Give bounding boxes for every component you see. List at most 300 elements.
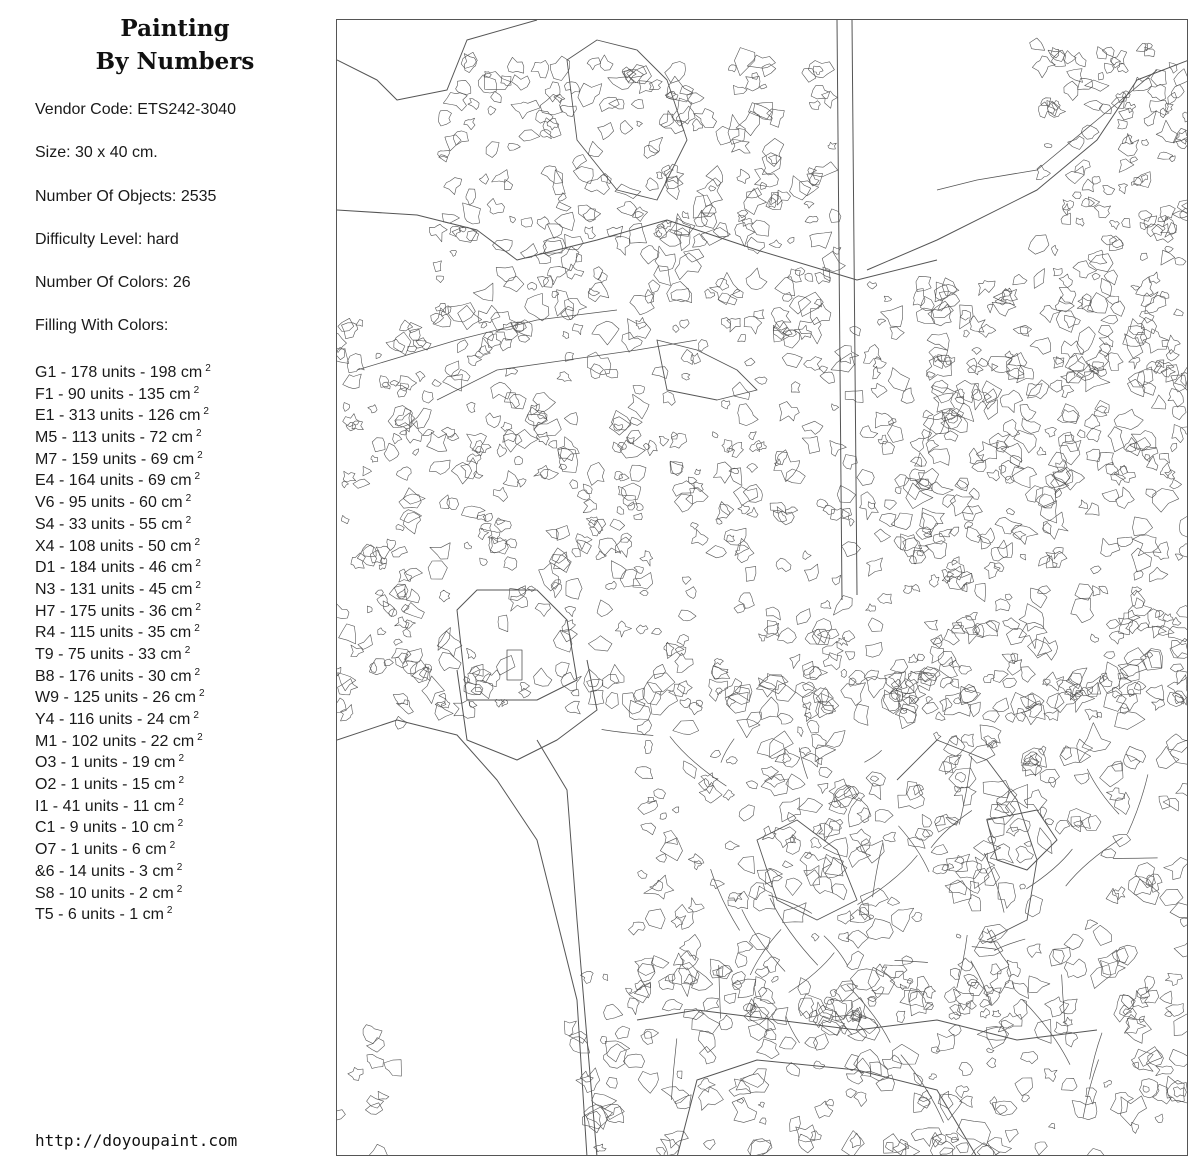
outline-stroke	[820, 372, 835, 383]
outline-stroke	[1117, 537, 1132, 547]
outline-stroke	[453, 700, 475, 719]
outline-stroke	[818, 783, 828, 793]
outline-stroke	[831, 508, 850, 520]
color-item	[35, 835, 325, 857]
outline-stroke	[1065, 435, 1074, 442]
outline-stroke	[1077, 327, 1096, 354]
outline-stroke	[1146, 685, 1164, 700]
outline-stroke	[698, 1079, 716, 1093]
outline-stroke	[721, 739, 734, 763]
outline-stroke	[769, 240, 782, 248]
outline-stroke	[400, 430, 407, 435]
outline-stroke	[485, 72, 511, 90]
outline-stroke	[732, 1097, 757, 1122]
outline-stroke	[1081, 816, 1101, 831]
outline-stroke	[566, 578, 582, 599]
outline-stroke	[587, 462, 604, 485]
outline-stroke	[1140, 1079, 1160, 1098]
outline-stroke	[1006, 508, 1014, 515]
outline-stroke	[845, 1054, 859, 1070]
outline-stroke	[864, 750, 881, 762]
outline-stroke	[603, 675, 619, 689]
outline-stroke	[769, 198, 776, 208]
outline-stroke	[1094, 205, 1111, 218]
outline-stroke	[800, 181, 819, 196]
outline-stroke	[819, 767, 832, 777]
outline-stroke	[922, 508, 945, 535]
outline-stroke	[974, 941, 1003, 957]
outline-stroke	[1045, 427, 1057, 437]
outline-stroke	[675, 253, 702, 280]
outline-stroke	[1145, 295, 1166, 313]
outline-stroke	[990, 805, 1014, 825]
outline-stroke	[607, 226, 623, 237]
color-item-label: O3 - 1 units - 19 cm	[35, 754, 176, 772]
outline-stroke	[1100, 961, 1119, 976]
outline-stroke	[1061, 341, 1083, 358]
outline-stroke	[564, 82, 579, 94]
outline-stroke	[555, 290, 574, 317]
outline-stroke	[790, 1116, 801, 1131]
outline-stroke	[940, 529, 952, 537]
outline-stroke	[343, 414, 360, 427]
outline-stroke	[630, 417, 642, 425]
outline-stroke	[357, 310, 617, 370]
outline-stroke	[1142, 139, 1149, 145]
outline-stroke	[1101, 849, 1116, 858]
outline-stroke	[482, 670, 500, 687]
outline-stroke	[578, 205, 601, 220]
outline-stroke	[644, 741, 652, 754]
outline-stroke	[1168, 626, 1188, 641]
outline-stroke	[338, 318, 354, 331]
area-exponent: 2	[194, 623, 200, 635]
outline-stroke	[396, 524, 404, 530]
outline-stroke	[735, 953, 747, 968]
outline-stroke	[1144, 111, 1156, 127]
outline-stroke	[1049, 1123, 1055, 1128]
outline-stroke	[1131, 590, 1145, 608]
outline-stroke	[944, 409, 962, 429]
outline-stroke	[1152, 626, 1166, 638]
outline-stroke	[495, 520, 512, 532]
outline-stroke	[836, 637, 847, 645]
outline-stroke	[846, 1089, 857, 1098]
outline-stroke	[1150, 100, 1169, 115]
outline-stroke	[617, 202, 637, 216]
outline-stroke	[1115, 712, 1145, 730]
color-item-label: H7 - 175 units - 36 cm	[35, 602, 193, 620]
outline-stroke	[874, 529, 890, 542]
outline-stroke	[915, 452, 927, 466]
outline-stroke	[641, 823, 656, 835]
outline-stroke	[828, 142, 837, 149]
outline-stroke	[623, 495, 637, 506]
outline-stroke	[572, 549, 580, 557]
outline-stroke	[749, 432, 757, 440]
outline-stroke	[1109, 631, 1124, 644]
outline-stroke	[1170, 903, 1188, 918]
outline-stroke	[912, 912, 922, 921]
color-item	[35, 857, 325, 879]
outline-stroke	[837, 485, 856, 502]
outline-stroke	[958, 958, 973, 971]
outline-stroke	[371, 455, 378, 462]
outline-stroke	[396, 700, 413, 714]
outline-stroke	[798, 1134, 813, 1153]
outline-stroke	[773, 321, 787, 335]
outline-stroke	[413, 338, 426, 349]
outline-stroke	[798, 998, 813, 1017]
outline-stroke	[718, 293, 737, 305]
outline-stroke	[1120, 1096, 1146, 1126]
outline-stroke	[445, 361, 459, 376]
outline-stroke	[1027, 380, 1049, 399]
outline-stroke	[1000, 390, 1023, 413]
outline-stroke	[1092, 586, 1100, 596]
outline-stroke	[722, 440, 732, 453]
outline-stroke	[1081, 125, 1099, 139]
outline-stroke	[591, 364, 604, 379]
outline-stroke	[363, 1025, 382, 1044]
outline-stroke	[975, 583, 986, 601]
outline-stroke	[990, 964, 1001, 975]
outline-stroke	[618, 486, 626, 495]
outline-stroke	[759, 697, 778, 720]
outline-stroke	[432, 379, 441, 386]
area-exponent: 2	[185, 493, 192, 505]
outline-stroke	[765, 869, 782, 884]
outline-stroke	[680, 320, 689, 329]
outline-stroke	[984, 400, 998, 420]
outline-stroke	[548, 441, 556, 448]
outline-stroke	[1156, 610, 1165, 617]
outline-stroke	[719, 965, 721, 1019]
outline-stroke	[991, 540, 1007, 561]
outline-stroke	[1088, 250, 1107, 264]
outline-stroke	[1129, 598, 1152, 619]
outline-stroke	[1105, 63, 1114, 73]
outline-stroke	[656, 854, 666, 863]
outline-stroke	[987, 1058, 996, 1068]
outline-stroke	[457, 340, 468, 353]
outline-stroke	[1160, 463, 1171, 478]
outline-stroke	[496, 656, 515, 676]
outline-stroke	[476, 680, 494, 698]
outline-stroke	[1073, 192, 1082, 199]
outline-stroke	[749, 103, 772, 119]
outline-stroke	[1055, 820, 1070, 834]
outline-stroke	[680, 698, 690, 708]
outline-stroke	[615, 472, 623, 481]
outline-stroke	[777, 507, 794, 525]
outline-stroke	[738, 857, 755, 874]
area-exponent: 2	[203, 406, 209, 418]
outline-stroke	[854, 704, 869, 725]
outline-stroke	[786, 837, 801, 854]
outline-stroke	[878, 593, 892, 603]
outline-stroke	[504, 180, 512, 190]
outline-stroke	[555, 212, 575, 230]
outline-stroke	[587, 679, 600, 687]
outline-stroke	[716, 278, 729, 290]
outline-stroke	[747, 464, 758, 473]
outline-stroke	[531, 60, 548, 78]
outline-stroke	[453, 131, 468, 145]
outline-stroke	[1173, 617, 1182, 625]
outline-stroke	[660, 838, 682, 861]
outline-stroke	[1047, 693, 1064, 709]
outline-stroke	[887, 425, 903, 442]
outline-stroke	[339, 624, 356, 644]
outline-stroke	[931, 380, 948, 393]
outline-stroke	[337, 667, 341, 676]
outline-stroke	[810, 667, 828, 680]
outline-stroke	[412, 667, 428, 683]
outline-stroke	[830, 441, 847, 457]
outline-stroke	[590, 521, 603, 536]
outline-stroke	[606, 1107, 624, 1123]
outline-stroke	[875, 412, 893, 428]
outline-stroke	[540, 130, 552, 139]
outline-stroke	[662, 999, 682, 1011]
outline-stroke	[397, 376, 417, 390]
outline-stroke	[866, 558, 882, 576]
outline-stroke	[1176, 783, 1188, 795]
outline-stroke	[992, 364, 998, 371]
outline-stroke	[723, 790, 735, 801]
outline-stroke	[634, 513, 643, 520]
outline-stroke	[670, 214, 691, 237]
outline-stroke	[365, 1103, 382, 1115]
outline-stroke	[1056, 461, 1067, 473]
outline-stroke	[821, 600, 831, 608]
outline-stroke	[677, 634, 688, 645]
outline-stroke	[1126, 443, 1141, 456]
outline-stroke	[885, 1142, 893, 1151]
outline-stroke	[754, 977, 767, 997]
outline-stroke	[619, 474, 629, 481]
outline-stroke	[470, 702, 477, 708]
outline-stroke	[1125, 102, 1136, 113]
outline-stroke	[645, 909, 665, 929]
outline-stroke	[1114, 792, 1129, 814]
outline-stroke	[891, 908, 913, 932]
outline-stroke	[630, 465, 646, 481]
outline-stroke	[1118, 119, 1128, 129]
outline-stroke	[363, 466, 372, 476]
outline-stroke	[1111, 472, 1126, 486]
outline-stroke	[1101, 278, 1112, 296]
outline-stroke	[577, 490, 590, 500]
outline-stroke	[1160, 291, 1169, 298]
outline-stroke	[694, 861, 701, 870]
outline-stroke	[986, 621, 999, 632]
outline-stroke	[732, 382, 749, 400]
outline-stroke	[346, 422, 356, 431]
outline-stroke	[528, 282, 537, 290]
outline-stroke	[1045, 997, 1069, 1017]
outline-stroke	[479, 174, 488, 185]
outline-stroke	[947, 573, 973, 589]
outline-stroke	[949, 880, 967, 895]
outline-stroke	[1162, 335, 1180, 354]
outline-stroke	[1041, 98, 1051, 106]
outline-stroke	[738, 505, 750, 514]
color-item-label: R4 - 115 units - 35 cm	[35, 624, 192, 642]
outline-stroke	[589, 690, 604, 705]
outline-stroke	[399, 494, 421, 508]
outline-stroke	[1131, 1049, 1153, 1071]
outline-stroke	[807, 720, 819, 733]
outline-stroke	[1181, 373, 1188, 387]
outline-stroke	[655, 246, 676, 271]
outline-stroke	[1093, 925, 1112, 945]
outline-stroke	[481, 523, 491, 531]
outline-stroke	[441, 699, 450, 709]
outline-stroke	[709, 186, 716, 191]
outline-stroke	[1082, 179, 1093, 192]
outline-stroke	[1170, 479, 1182, 489]
outline-stroke	[1047, 101, 1058, 117]
outline-stroke	[978, 358, 989, 366]
outline-stroke	[837, 20, 857, 600]
outline-stroke	[631, 100, 643, 109]
outline-stroke	[1065, 689, 1072, 695]
outline-stroke	[887, 897, 899, 905]
outline-stroke	[692, 529, 709, 545]
outline-stroke	[664, 831, 678, 845]
outline-stroke	[950, 495, 973, 516]
outline-stroke	[897, 740, 1037, 940]
area-exponent: 2	[184, 644, 191, 656]
outline-stroke	[1044, 710, 1058, 721]
outline-stroke	[517, 479, 526, 487]
outline-stroke	[1181, 427, 1188, 436]
outline-stroke	[969, 983, 983, 996]
outline-stroke	[1171, 375, 1186, 392]
outline-stroke	[1040, 501, 1057, 523]
outline-stroke	[1040, 305, 1061, 322]
outline-stroke	[342, 323, 358, 339]
outline-stroke	[1165, 1012, 1173, 1017]
outline-stroke	[1104, 270, 1117, 285]
outline-stroke	[382, 382, 390, 389]
outline-stroke	[666, 176, 679, 200]
outline-stroke	[1082, 723, 1111, 752]
outline-stroke	[978, 281, 995, 296]
outline-stroke	[949, 1025, 962, 1036]
outline-stroke	[1101, 538, 1120, 556]
outline-stroke	[439, 155, 448, 162]
outline-stroke	[592, 321, 619, 345]
outline-stroke	[905, 1143, 920, 1156]
outline-stroke	[778, 713, 793, 724]
outline-stroke	[867, 60, 1188, 270]
outline-stroke	[1141, 175, 1148, 183]
outline-stroke	[461, 506, 485, 518]
outline-stroke	[916, 468, 939, 491]
outline-stroke	[860, 492, 879, 520]
outline-stroke	[823, 267, 830, 281]
color-item-label: M7 - 159 units - 69 cm	[35, 450, 195, 468]
outline-stroke	[637, 121, 643, 127]
outline-stroke	[1101, 316, 1118, 325]
outline-stroke	[534, 668, 552, 686]
outline-stroke	[920, 513, 938, 530]
outline-stroke	[584, 669, 603, 692]
outline-stroke	[654, 789, 666, 799]
outline-stroke	[854, 1049, 882, 1075]
outline-stroke	[864, 670, 878, 681]
outline-stroke	[1053, 268, 1062, 275]
outline-stroke	[787, 237, 794, 243]
outline-stroke	[727, 318, 740, 332]
outline-stroke	[537, 217, 549, 230]
outline-stroke	[488, 106, 496, 115]
outline-stroke	[510, 395, 527, 409]
outline-stroke	[818, 1005, 833, 1019]
outline-stroke	[597, 600, 613, 617]
outline-stroke	[826, 1100, 834, 1106]
outline-stroke	[901, 388, 914, 404]
color-item	[35, 640, 325, 662]
outline-stroke	[876, 1075, 895, 1091]
outline-stroke	[1024, 841, 1031, 846]
outline-stroke	[601, 174, 611, 184]
outline-stroke	[1005, 594, 1012, 600]
outline-stroke	[1040, 769, 1060, 783]
outline-stroke	[467, 402, 476, 412]
outline-stroke	[1147, 456, 1158, 470]
outline-stroke	[504, 557, 517, 571]
outline-stroke	[977, 1145, 999, 1156]
outline-stroke	[999, 1013, 1022, 1028]
outline-stroke	[996, 1105, 1007, 1114]
outline-stroke	[760, 1118, 767, 1125]
outline-stroke	[675, 653, 693, 673]
outline-stroke	[1143, 382, 1156, 396]
outline-stroke	[551, 580, 561, 590]
site-url[interactable]: http://doyoupaint.com	[35, 1131, 238, 1150]
outline-stroke	[993, 671, 1008, 683]
outline-stroke	[870, 776, 878, 782]
outline-stroke	[600, 97, 620, 111]
outline-stroke	[1174, 936, 1188, 957]
outline-stroke	[990, 1097, 997, 1111]
outline-stroke	[956, 403, 973, 422]
outline-stroke	[660, 813, 667, 819]
outline-stroke	[1060, 999, 1078, 1014]
outline-stroke	[1064, 81, 1078, 100]
outline-stroke	[1166, 1004, 1184, 1017]
outline-stroke	[443, 93, 467, 111]
outline-stroke	[972, 348, 982, 355]
outline-stroke	[1055, 297, 1074, 312]
color-item-label: C1 - 9 units - 10 cm	[35, 819, 175, 837]
area-exponent: 2	[194, 666, 201, 678]
outline-stroke	[1012, 983, 1029, 999]
outline-stroke	[1034, 269, 1045, 289]
outline-stroke	[476, 446, 484, 455]
outline-stroke	[545, 82, 560, 102]
outline-stroke	[969, 894, 981, 911]
outline-stroke	[955, 773, 965, 783]
outline-stroke	[737, 169, 750, 184]
outline-stroke	[1064, 959, 1086, 978]
outline-stroke	[1050, 380, 1062, 392]
color-item	[35, 553, 325, 575]
